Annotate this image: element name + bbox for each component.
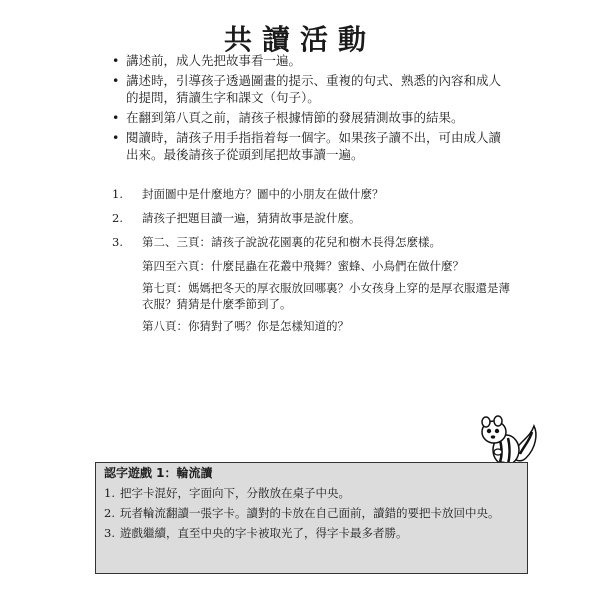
page-title: 共讀活動 [223, 23, 376, 56]
question-number: 1. [112, 187, 123, 201]
tips-list [112, 52, 512, 166]
question-text: 封面圖中是什麼地方？圖中的小朋友在做什麼？ [142, 187, 384, 201]
question-text: 第二、三頁：請孩子說說花園裏的花兒和樹木長得怎麼樣。 [142, 235, 441, 249]
game-steps [104, 485, 524, 545]
word-game-box [95, 462, 528, 574]
sub-question: 第七頁：媽媽把冬天的厚衣服放回哪裏？小女孩身上穿的是厚衣服還是薄衣服？猜猜是什麼季節到了。 [142, 281, 510, 311]
question-text: 請孩子把題目讀一遍，猜猜故事是說什麼。 [142, 211, 361, 225]
step-number: 2. [104, 506, 115, 520]
game-title: 認字遊戲 1：輪流讀 [104, 466, 213, 480]
tip-text: 講述前，成人先把故事看一遍。 [126, 53, 302, 68]
tip-item [112, 129, 512, 163]
game-step [104, 505, 524, 521]
game-step [104, 525, 524, 541]
tip-item [112, 72, 512, 106]
step-text: 把字卡混好，字面向下，分散放在桌子中央。 [120, 486, 350, 500]
step-text: 遊戲繼續，直至中央的字卡被取光了，得字卡最多者勝。 [120, 526, 408, 540]
question-number: 3. [112, 235, 123, 249]
game-step [104, 485, 524, 501]
bullet-icon: • [112, 110, 120, 125]
sub-question: 第四至六頁：什麼昆蟲在花叢中飛舞？蜜蜂、小鳥們在做什麼？ [142, 259, 464, 273]
step-text: 玩者輪流翻讀一張字卡。讀對的卡放在自己面前，讀錯的要把卡放回中央。 [120, 506, 500, 520]
tip-text: 在翻到第八頁之前，請孩子根據情節的發展猜測故事的結果。 [126, 110, 464, 125]
bullet-icon: • [112, 53, 120, 68]
tip-item [112, 109, 512, 126]
question-number: 2. [112, 211, 123, 225]
tip-item [112, 52, 512, 69]
tip-text: 講述時，引導孩子透過圖畫的提示、重複的句式、熟悉的內容和成人的提問，猜讀生字和課文（句子）。 [126, 73, 502, 105]
step-number: 1. [104, 486, 115, 500]
question-item [112, 186, 512, 210]
tip-text: 閱讀時，請孩子用手指指着每一個字。如果孩子讀不出，可由成人讀出來。最後請孩子從頭到尾把故事讀一遍。 [126, 130, 502, 162]
bullet-icon: • [112, 130, 120, 145]
question-item [112, 234, 512, 258]
sub-question: 第八頁：你猜對了嗎？你是怎樣知道的？ [142, 319, 349, 333]
question-item [112, 210, 512, 234]
step-number: 3. [104, 526, 115, 540]
bullet-icon: • [112, 73, 120, 88]
question-list [112, 186, 512, 340]
